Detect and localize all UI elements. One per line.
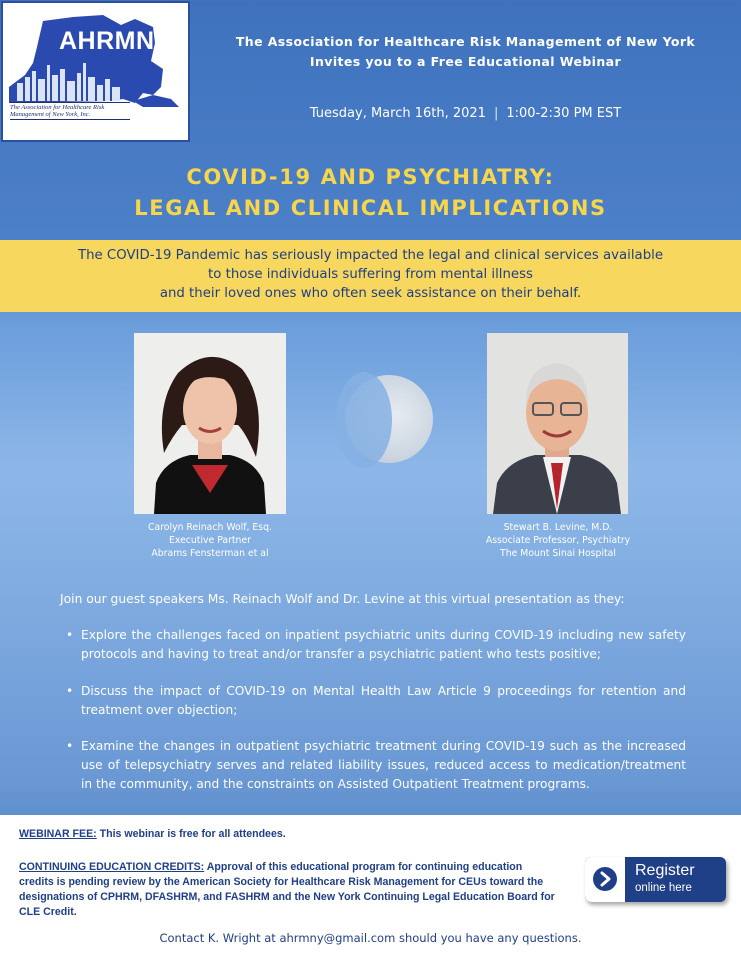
webinar-fee	[19, 827, 286, 842]
intro-text-line1: The COVID-19 Pandemic has seriously impacted the legal and clinical services available	[77, 248, 664, 263]
speaker-org: Abrams Fensterman et al	[151, 548, 269, 559]
intro-text-line3: and their loved ones who often seek assistance on their behalf.	[159, 286, 582, 301]
fee-label: WEBINAR FEE:	[19, 828, 97, 840]
invitation-heading: Invites you to a Free Educational Webinar	[309, 54, 622, 69]
fee-text: This webinar is free for all attendees.	[99, 828, 286, 840]
speaker-photo-levine	[487, 333, 628, 514]
chevron-right-icon	[593, 867, 617, 891]
speaker-name: Carolyn Reinach Wolf, Esq.	[148, 522, 272, 533]
event-date-time	[190, 106, 741, 121]
logo-subtitle: The Association for Healthcare Risk Management of New York, Inc.	[10, 102, 130, 120]
speaker-name: Stewart B. Levine, M.D.	[503, 522, 613, 533]
speaker-title: Executive Partner	[168, 535, 251, 546]
speaker-title: Associate Professor, Psychiatry	[485, 535, 631, 546]
date-separator: |	[493, 106, 499, 121]
continuing-education-credits	[19, 860, 559, 920]
intro-text-line2: to those individuals suffering from mental illness	[208, 267, 533, 282]
speaker-caption-levine	[453, 521, 663, 560]
organization-heading: The Association for Healthcare Risk Management of New York	[235, 34, 696, 49]
moon-shadow	[336, 372, 392, 468]
footer-panel	[0, 815, 741, 960]
ahrmny-logo	[1, 1, 190, 142]
bullet-item: • Discuss the impact of COVID-19 on Mental Health Law Article 9 proceedings for retention and treatment over objection;	[66, 682, 686, 720]
bullet-item: • Examine the changes in outpatient psychiatric treatment during COVID-19 such as the increased use of telepsychiatry serves and related liability issues, reduced access to medication/treatment in the community, and the constraints on Assisted Outpatient Treatment programs.	[66, 737, 686, 794]
contact-line: Contact K. Wright at ahrmny@gmail.com should you have any questions.	[159, 931, 582, 945]
speaker-photo-wolf	[134, 333, 286, 514]
speaker-caption-wolf	[100, 521, 320, 560]
ce-label: CONTINUING EDUCATION CREDITS:	[19, 861, 205, 873]
register-icon-box	[585, 857, 625, 902]
event-date: Tuesday, March 16th, 2021	[309, 106, 486, 121]
webinar-title-line2: LEGAL AND CLINICAL IMPLICATIONS	[134, 196, 607, 220]
speaker-org: The Mount Sinai Hospital	[500, 548, 616, 559]
ce-text: Approval of this educational program for continuing education credits is pending review by the American Society for Healthcare Risk Management for CEUs toward the designations of CPHRM, DFASHRM, and FASHRM and the New York Continuing Legal Education Board for CLE Credit.	[19, 861, 555, 918]
event-time: 1:00-2:30 PM EST	[506, 106, 622, 121]
register-online-button[interactable]	[585, 857, 726, 902]
join-statement: Join our guest speakers Ms. Reinach Wolf and Dr. Levine at this virtual presentation as they:	[60, 592, 625, 606]
register-label: Register	[635, 862, 695, 879]
bullet-item: • Explore the challenges faced on inpatient psychiatric units during COVID-19 including new safety protocols and having to treat and/or transfer a psychiatric patient who tests positive;	[66, 626, 686, 664]
register-sublabel: online here	[635, 882, 692, 894]
webinar-title-line1: COVID-19 AND PSYCHIATRY:	[186, 165, 555, 189]
logo-wordmark: AHRMNY	[59, 27, 172, 55]
